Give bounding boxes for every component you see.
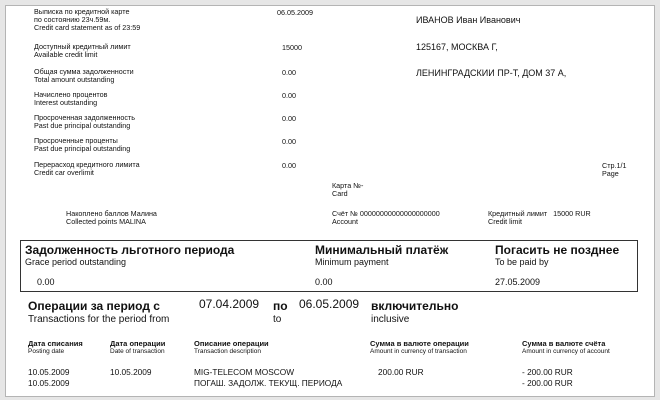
available-limit-label [34, 43, 131, 59]
header-amount-account-en: Amount in currency of account [522, 348, 610, 355]
credit-limit [488, 210, 591, 226]
period-to-en: to [273, 314, 282, 325]
statement-label-ru-line1: Выписка по кредитной карте [34, 7, 130, 16]
past-due-principal-ru: Просроченная задолженность [34, 113, 136, 122]
row-description: MIG-TELECOM MOSCOW [194, 367, 295, 377]
due-date-en: To be paid by [495, 257, 549, 267]
past-due-interest-ru: Просроченные проценты [34, 136, 118, 145]
card-number [332, 182, 363, 198]
row-amount-account: - 200.00 RUR [522, 367, 573, 377]
interest-en: Interest outstanding [34, 98, 98, 107]
header-posting-date [28, 339, 83, 356]
header-transaction-date-en: Date of transaction [110, 348, 165, 355]
row-posting-date: 10.05.2009 [28, 367, 70, 377]
past-due-principal-en: Past due principal outstanding [34, 121, 131, 130]
header-amount-transaction-ru: Сумма в валюте операции [370, 339, 469, 348]
available-limit-value: 15000 [282, 43, 302, 52]
header-transaction-date [110, 339, 165, 356]
period-inclusive-ru: включительно [371, 299, 459, 313]
grace-period-ru: Задолженность льготного периода [25, 243, 235, 257]
account-number [332, 210, 440, 226]
statement-date-label [34, 8, 140, 32]
min-payment-en: Minimum payment [315, 257, 389, 267]
period-date-to: 06.05.2009 [299, 297, 360, 311]
min-payment-ru: Минимальный платёж [315, 243, 449, 257]
row-description: ПОГАШ. ЗАДОЛЖ. ТЕКУЩ. ПЕРИОДА [194, 378, 343, 388]
statement-label-ru-line2: по состоянию 23ч.59м. [34, 15, 111, 24]
client-city-line: 125167, МОСКВА Г, [416, 42, 498, 52]
card-number-ru: Карта №- [332, 181, 364, 190]
total-outstanding-ru: Общая сумма задолженности [34, 67, 134, 76]
row-amount-transaction: 200.00 RUR [378, 367, 424, 377]
row-transaction-date: 10.05.2009 [110, 367, 152, 377]
page-number-ru: Стр.1/1 [602, 161, 627, 170]
past-due-interest-value: 0.00 [282, 137, 296, 146]
due-date-value: 27.05.2009 [495, 277, 541, 287]
collected-points-en: Collected points MALINA [66, 217, 146, 226]
overlimit-value: 0.00 [282, 161, 296, 170]
grace-period-en: Grace period outstanding [25, 257, 127, 267]
min-payment-value: 0.00 [315, 277, 333, 287]
available-limit-en: Available credit limit [34, 50, 98, 59]
period-inclusive-en: inclusive [371, 314, 410, 325]
total-outstanding-en: Total amount outstanding [34, 75, 115, 84]
header-description-ru: Описание операции [194, 339, 269, 348]
min-payment-block [315, 244, 448, 268]
period-po: по [273, 299, 288, 313]
page-number-en: Page [602, 169, 619, 178]
collected-points [66, 210, 157, 226]
header-amount-transaction [370, 339, 469, 356]
credit-limit-value: 15000 RUR [553, 209, 591, 218]
header-amount-account-ru: Сумма в валюте счёта [522, 339, 606, 348]
client-name: ИВАНОВ Иван Иванович [416, 15, 521, 25]
row-posting-date: 10.05.2009 [28, 378, 70, 388]
statement-page [5, 5, 655, 397]
interest-label [34, 91, 107, 107]
past-due-interest-label [34, 137, 130, 153]
client-street-line: ЛЕНИНГРАДСКИИ ПР-Т, ДОМ 37 А, [416, 68, 567, 78]
interest-value: 0.00 [282, 91, 296, 100]
account-number-en: Account [332, 217, 358, 226]
overlimit-en: Credit car overlimit [34, 168, 94, 177]
statement-label-en: Credit card statement as of 23:59 [34, 23, 141, 32]
header-transaction-date-ru: Дата операции [110, 339, 166, 348]
grace-period-value: 0.00 [37, 277, 55, 287]
interest-ru: Начислено процентов [34, 90, 108, 99]
header-amount-transaction-en: Amount in currency of transaction [370, 348, 467, 355]
grace-period-block [25, 244, 234, 268]
collected-points-ru: Накоплено баллов Малина [66, 209, 157, 218]
past-due-interest-en: Past due principal outstanding [34, 144, 131, 153]
header-amount-account [522, 339, 610, 356]
due-date-ru: Погасить не позднее [495, 243, 620, 257]
credit-limit-label: Кредитный лимит [488, 209, 548, 218]
overlimit-label [34, 161, 140, 177]
account-number-ru: Счёт № 00000000000000000000 [332, 209, 440, 218]
header-posting-date-en: Posting date [28, 348, 65, 355]
total-outstanding-label [34, 68, 134, 84]
past-due-principal-label [34, 114, 135, 130]
past-due-principal-value: 0.00 [282, 114, 296, 123]
available-limit-ru: Доступный кредитный лимит [34, 42, 131, 51]
credit-limit-en: Credit limit [488, 217, 522, 226]
overlimit-ru: Перерасход кредитного лимита [34, 160, 140, 169]
summary-box [20, 240, 638, 292]
row-amount-account: - 200.00 RUR [522, 378, 573, 388]
header-description-en: Transaction description [194, 348, 261, 355]
page-number [602, 162, 626, 178]
operations-title-en: Transactions for the period from [28, 314, 170, 325]
header-posting-date-ru: Дата списания [28, 339, 83, 348]
due-date-block [495, 244, 619, 268]
statement-date-value: 06.05.2009 [277, 8, 313, 17]
operations-title-ru: Операции за период с [28, 299, 160, 313]
period-date-from: 07.04.2009 [199, 297, 260, 311]
total-outstanding-value: 0.00 [282, 68, 296, 77]
header-description [194, 339, 269, 356]
card-number-en: Card [332, 189, 348, 198]
